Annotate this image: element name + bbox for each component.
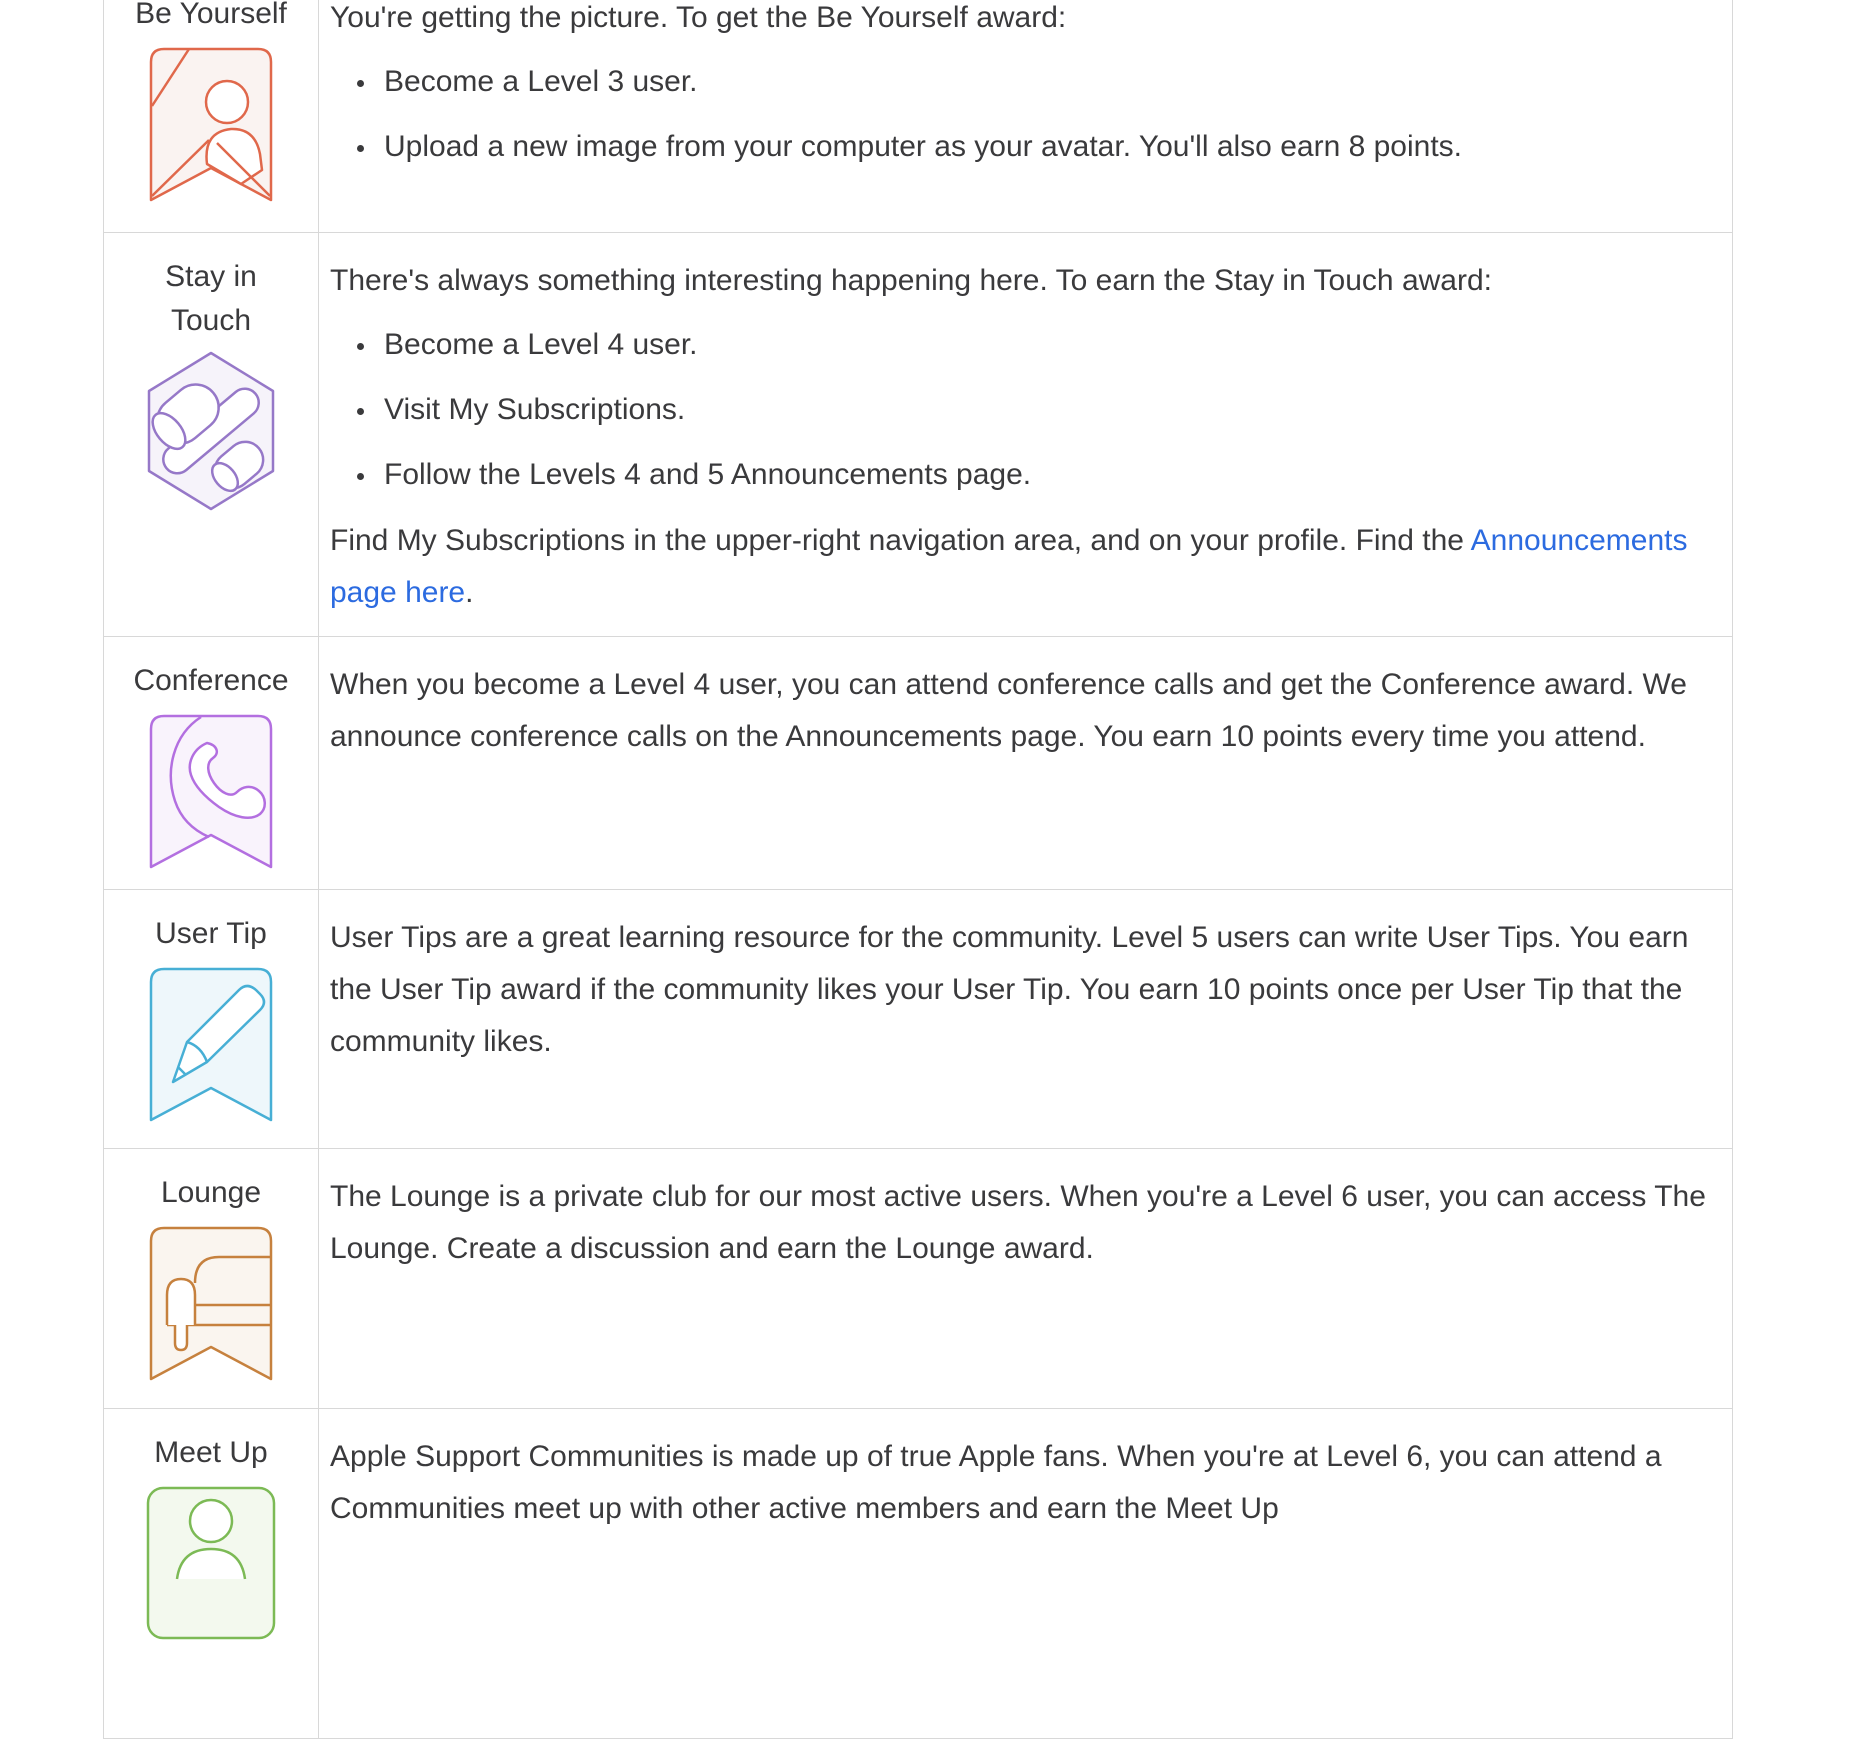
award-name-cell — [104, 1149, 319, 1408]
award-row-user-tip — [104, 890, 1732, 1149]
award-requirement: • Become a Level 4 user. — [378, 319, 1706, 371]
award-requirement: • Become a Level 3 user. — [378, 56, 1706, 108]
award-description-cell — [319, 1409, 1732, 1738]
award-description-text: User Tips are a great learning resource for the community. Level 5 users can write User Tips. You earn the User Tip award if the community likes your User Tip. You earn 10 points once per User Tip that the community likes. — [330, 921, 1689, 1058]
award-intro-text: You're getting the picture. To get the Be Yourself award: — [330, 1, 1067, 34]
award-description-cell — [319, 233, 1732, 636]
award-description-text: Apple Support Communities is made up of true Apple fans. When you're at Level 6, you can attend a Communities meet up with other active members and earn the Meet Up — [330, 1440, 1662, 1525]
footer-text-before-link: Find My Subscriptions in the upper-right navigation area, and on your profile. Find the — [330, 524, 1471, 557]
award-row-meet-up — [104, 1409, 1732, 1739]
award-description-cell — [319, 637, 1732, 889]
award-requirement: • Follow the Levels 4 and 5 Announcements page. — [378, 449, 1706, 501]
award-name: Lounge — [160, 1176, 262, 1209]
award-row-lounge — [104, 1149, 1732, 1409]
award-row-stay-in-touch — [104, 233, 1732, 637]
award-name-cell — [104, 890, 319, 1148]
award-name: Be Yourself — [135, 0, 287, 30]
award-description-text: The Lounge is a private club for our most active users. When you're a Level 6 user, you can access The Lounge. Create a discussion and earn the Lounge award. — [330, 1180, 1706, 1265]
award-name-cell — [104, 1409, 319, 1738]
award-intro-text: There's always something interesting happening here. To earn the Stay in Touch award: — [330, 264, 1492, 297]
award-requirements-list — [330, 56, 1706, 173]
lounge-badge-icon — [104, 1223, 318, 1383]
announcements-page-link[interactable]: Announcements page here — [330, 524, 1688, 609]
awards-table — [103, 0, 1733, 1739]
award-name: Meet Up — [154, 1436, 268, 1469]
award-row-be-yourself — [104, 0, 1732, 233]
award-requirement: • Upload a new image from your computer as your avatar. You'll also earn 8 points. — [378, 121, 1706, 173]
award-footer-text — [330, 515, 1706, 619]
be-yourself-badge-icon — [104, 44, 318, 204]
conference-badge-icon — [104, 711, 318, 871]
award-name-cell — [104, 637, 319, 889]
award-row-conference — [104, 637, 1732, 890]
award-name: Conference — [133, 664, 289, 697]
award-requirements-list — [330, 319, 1706, 501]
user-tip-badge-icon — [104, 964, 318, 1124]
award-description-cell — [319, 0, 1732, 232]
award-description-text: When you become a Level 4 user, you can attend conference calls and get the Conference award. We announce conference calls on the Announcements page. You earn 10 points every time you attend. — [330, 668, 1687, 753]
award-requirement: • Visit My Subscriptions. — [378, 384, 1706, 436]
award-name: User Tip — [155, 917, 267, 950]
meet-up-badge-icon — [104, 1483, 318, 1643]
award-description-cell — [319, 890, 1732, 1148]
footer-text-after-link: . — [465, 576, 474, 609]
award-name: Stay in Touch — [165, 260, 257, 337]
award-name-cell — [104, 0, 319, 232]
stay-in-touch-badge-icon — [104, 351, 318, 511]
award-name-cell — [104, 233, 319, 636]
award-description-cell — [319, 1149, 1732, 1408]
